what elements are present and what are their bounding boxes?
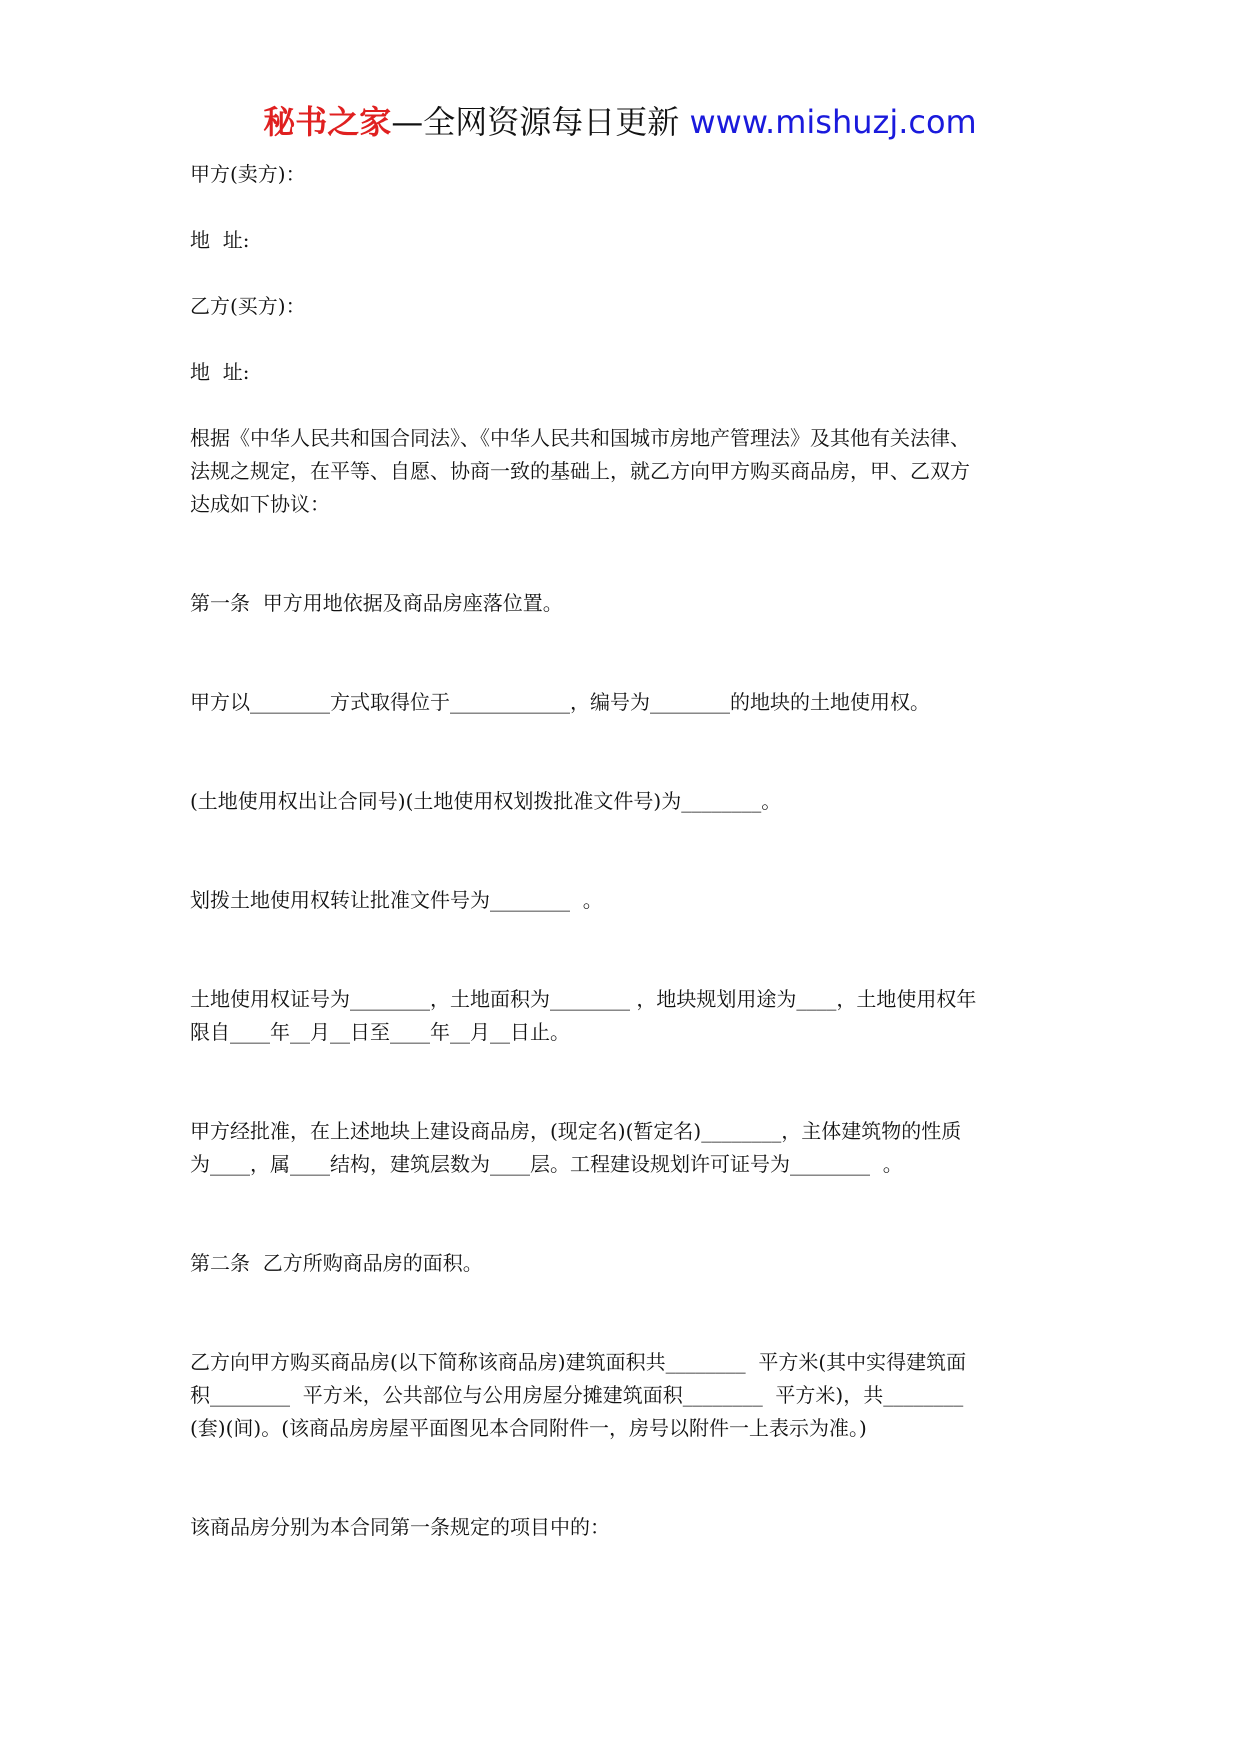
site-header [0,100,1240,144]
article-1-paragraph: 为____，属____结构，建筑层数为____层。工程建设规划许可证号为________ 。 [190,1152,903,1176]
party-b-label: 乙方(买方)： [190,294,306,318]
article-1-title: 第一条 甲方用地依据及商品房座落位置。 [190,591,563,615]
article-1-paragraph: 甲方经批准，在上述地块上建设商品房，(现定名)(暂定名)________，主体建筑物的性质 [190,1119,962,1143]
brand-name: 秘书之家 [263,103,392,141]
preamble-line: 达成如下协议： [190,492,330,516]
article-2-paragraph: 乙方向甲方购买商品房(以下简称该商品房)建筑面积共________ 平方米(其中实得建筑面 [190,1350,967,1374]
party-b-address: 地 址: [190,360,250,384]
article-2-paragraph: 积________ 平方米，公共部位与公用房屋分摊建筑面积________ 平方米)，共________ [190,1383,964,1407]
contract-body [190,158,1070,1544]
article-1-paragraph: 限自____年__月__日至____年__月__日止。 [190,1020,570,1044]
article-1-paragraph: 甲方以________方式取得位于____________，编号为________的地块的土地使用权。 [190,690,930,714]
site-url[interactable]: www.mishuzj.com [689,103,977,141]
article-1-paragraph: 划拨土地使用权转让批准文件号为________ 。 [190,888,603,912]
party-a-address: 地 址: [190,228,250,252]
article-2-paragraph: (套)(间)。(该商品房房屋平面图见本合同附件一，房号以附件一上表示为准。) [190,1416,867,1440]
article-2-paragraph: 该商品房分别为本合同第一条规定的项目中的： [190,1515,610,1539]
article-1-paragraph: 土地使用权证号为________，土地面积为________ ，地块规划用途为____，土地使用权年 [190,987,977,1011]
article-2-title: 第二条 乙方所购商品房的面积。 [190,1251,483,1275]
preamble-line: 法规之规定，在平等、自愿、协商一致的基础上，就乙方向甲方购买商品房，甲、乙双方 [190,459,970,483]
preamble-line: 根据《中华人民共和国合同法》、《中华人民共和国城市房地产管理法》及其他有关法律、 [190,426,970,450]
header-tagline: —全网资源每日更新 [391,103,690,141]
article-1-paragraph: (土地使用权出让合同号)(土地使用权划拨批准文件号)为________。 [190,789,782,813]
party-a-label: 甲方(卖方)： [190,162,306,186]
